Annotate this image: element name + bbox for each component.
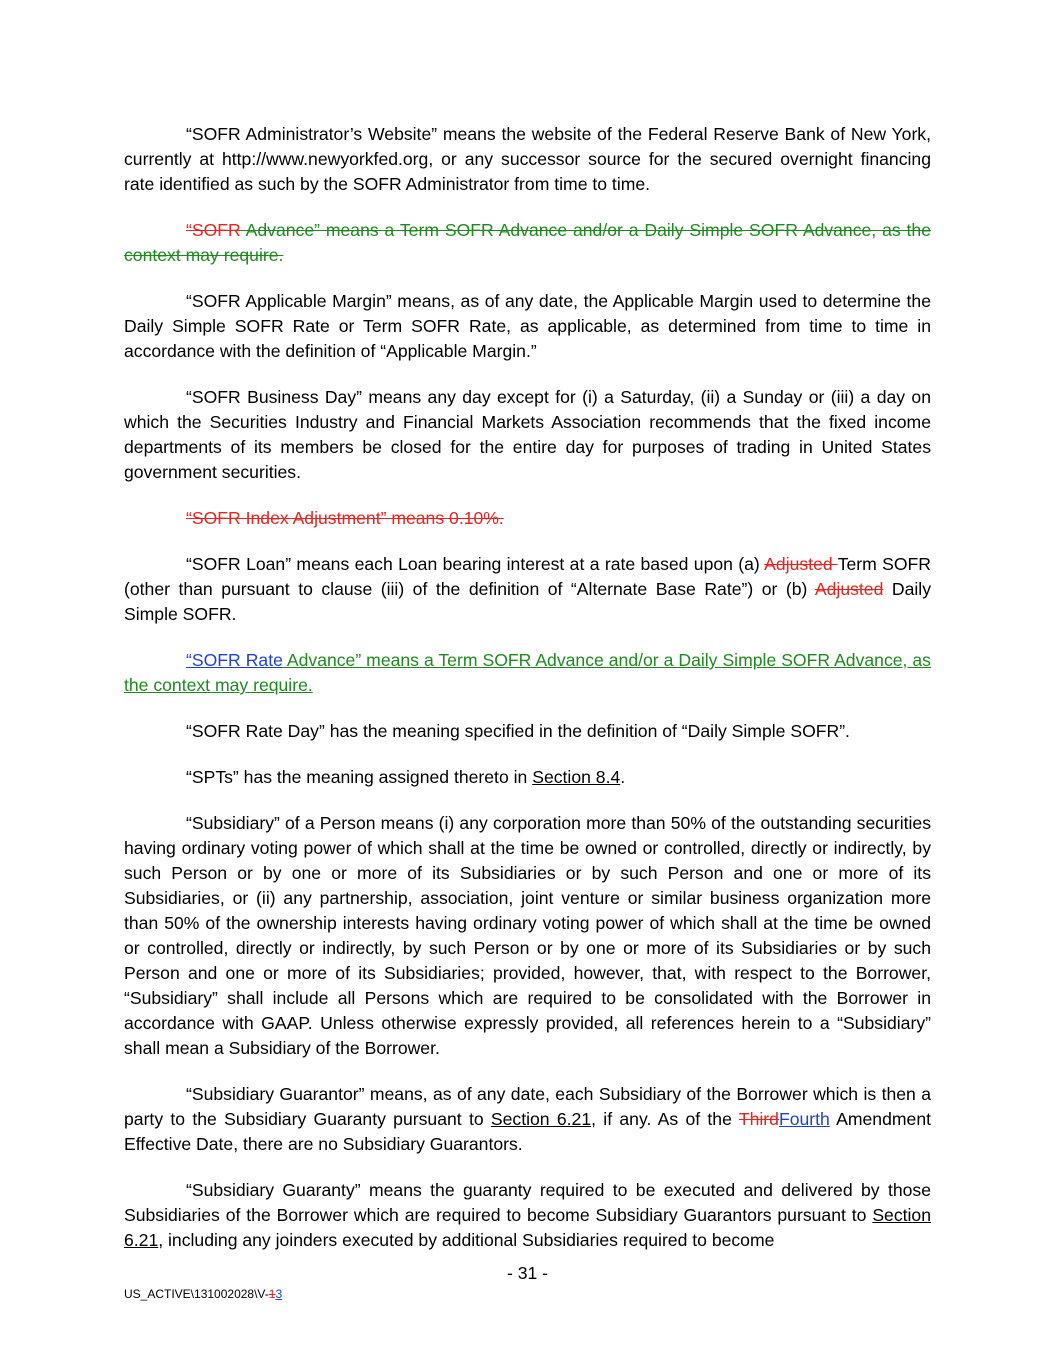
document-body	[124, 122, 931, 1253]
definition-sofr-advance-deleted	[124, 218, 931, 268]
section-reference-link[interactable]: Section 6.21	[124, 1205, 931, 1250]
definition-subsidiary-guaranty: “Subsidiary Guaranty” means the guaranty required to be executed and delivered by those Subsidiaries of the Borrower which are required to become Subsidiary Guarantors pursuant to Section 6.21, including any joinders executed by additional Subsidiaries required to become	[124, 1180, 931, 1250]
definition-sofr-index-adjustment-deleted	[124, 506, 931, 531]
definition-sofr-rate-day: “SOFR Rate Day” has the meaning specified in the definition of “Daily Simple SOFR”.	[186, 721, 850, 741]
definition-subsidiary: “Subsidiary” of a Person means (i) any corporation more than 50% of the outstanding securities having ordinary voting power of which shall at the time be owned or controlled, directly or indirectly, by such Person or by one or more of its Subsidiaries or by such Person and one or more of its Subsidiaries, or (ii) any partnership, association, joint venture or similar business organization more than 50% of the ownership interests having ordinary voting power of which shall at the time be owned or controlled, directly or indirectly, by such Person or by one or more of its Subsidiaries or by such Person and one or more of its Subsidiaries; provided, however, that, with respect to the Borrower, “Subsidiary” shall include all Persons which are required to be consolidated with the Borrower in accordance with GAAP. Unless otherwise expressly provided, all references herein to a “Subsidiary” shall mean a Subsidiary of the Borrower.	[124, 813, 931, 1058]
deleted-text: “SOFR Index Adjustment” means 0.10%.	[186, 508, 504, 528]
definition-sofr-administrators-website: “SOFR Administrator’s Website” means the website of the Federal Reserve Bank of New York, currently at http://www.newyorkfed.org, or any successor source for the secured overnight financing rate identified as such by the SOFR Administrator from time to time.	[124, 124, 931, 194]
inserted-version: 3	[275, 1287, 283, 1301]
moved-from-text: Advance” means a Term SOFR Advance and/or a Daily Simple SOFR Advance, as the context may require.	[124, 220, 931, 265]
document-footer-id: US_ACTIVE\131002028\V-13	[124, 1287, 283, 1301]
moved-to-text: Advance” means a Term SOFR Advance and/or a Daily Simple SOFR Advance, as the context may require.	[124, 650, 931, 695]
definition-spts: “SPTs” has the meaning assigned thereto in Section 8.4.	[186, 767, 626, 787]
inserted-text: Fourth	[778, 1109, 830, 1129]
deleted-text: “SOFR	[186, 220, 241, 240]
section-reference-link[interactable]: Section 8.4	[532, 767, 621, 787]
page-number: - 31 -	[506, 1263, 549, 1283]
deleted-version: 1	[268, 1287, 276, 1301]
definition-sofr-applicable-margin: “SOFR Applicable Margin” means, as of any date, the Applicable Margin used to determine the Daily Simple SOFR Rate or Term SOFR Rate, as applicable, as determined from time to time in accordance with the definition of “Applicable Margin.”	[124, 291, 931, 361]
definition-sofr-rate-advance-inserted	[124, 648, 931, 698]
deleted-text: Third	[738, 1109, 779, 1129]
deleted-text: Adjusted	[764, 554, 838, 574]
definition-sofr-business-day: “SOFR Business Day” means any day except for (i) a Saturday, (ii) a Sunday or (iii) a day on which the Securities Industry and Financial Markets Association recommends that the fixed income departments of its members be closed for the entire day for purposes of trading in United States government securities.	[124, 387, 931, 482]
inserted-text: “SOFR Rate	[186, 650, 283, 670]
section-reference-link[interactable]: Section 6.21	[490, 1109, 592, 1129]
deleted-text: Adjusted	[814, 579, 884, 599]
definition-sofr-loan: “SOFR Loan” means each Loan bearing interest at a rate based upon (a) Adjusted Term SOFR (other than pursuant to clause (iii) of the definition of “Alternate Base Rate”) or (b) Adjusted Daily Simple SOFR.	[124, 554, 932, 624]
definition-subsidiary-guarantor: “Subsidiary Guarantor” means, as of any date, each Subsidiary of the Borrower which is then a party to the Subsidiary Guaranty pursuant to Section 6.21, if any. As of the ThirdFourth Amendment Effective Date, there are no Subsidiary Guarantors.	[124, 1084, 931, 1154]
